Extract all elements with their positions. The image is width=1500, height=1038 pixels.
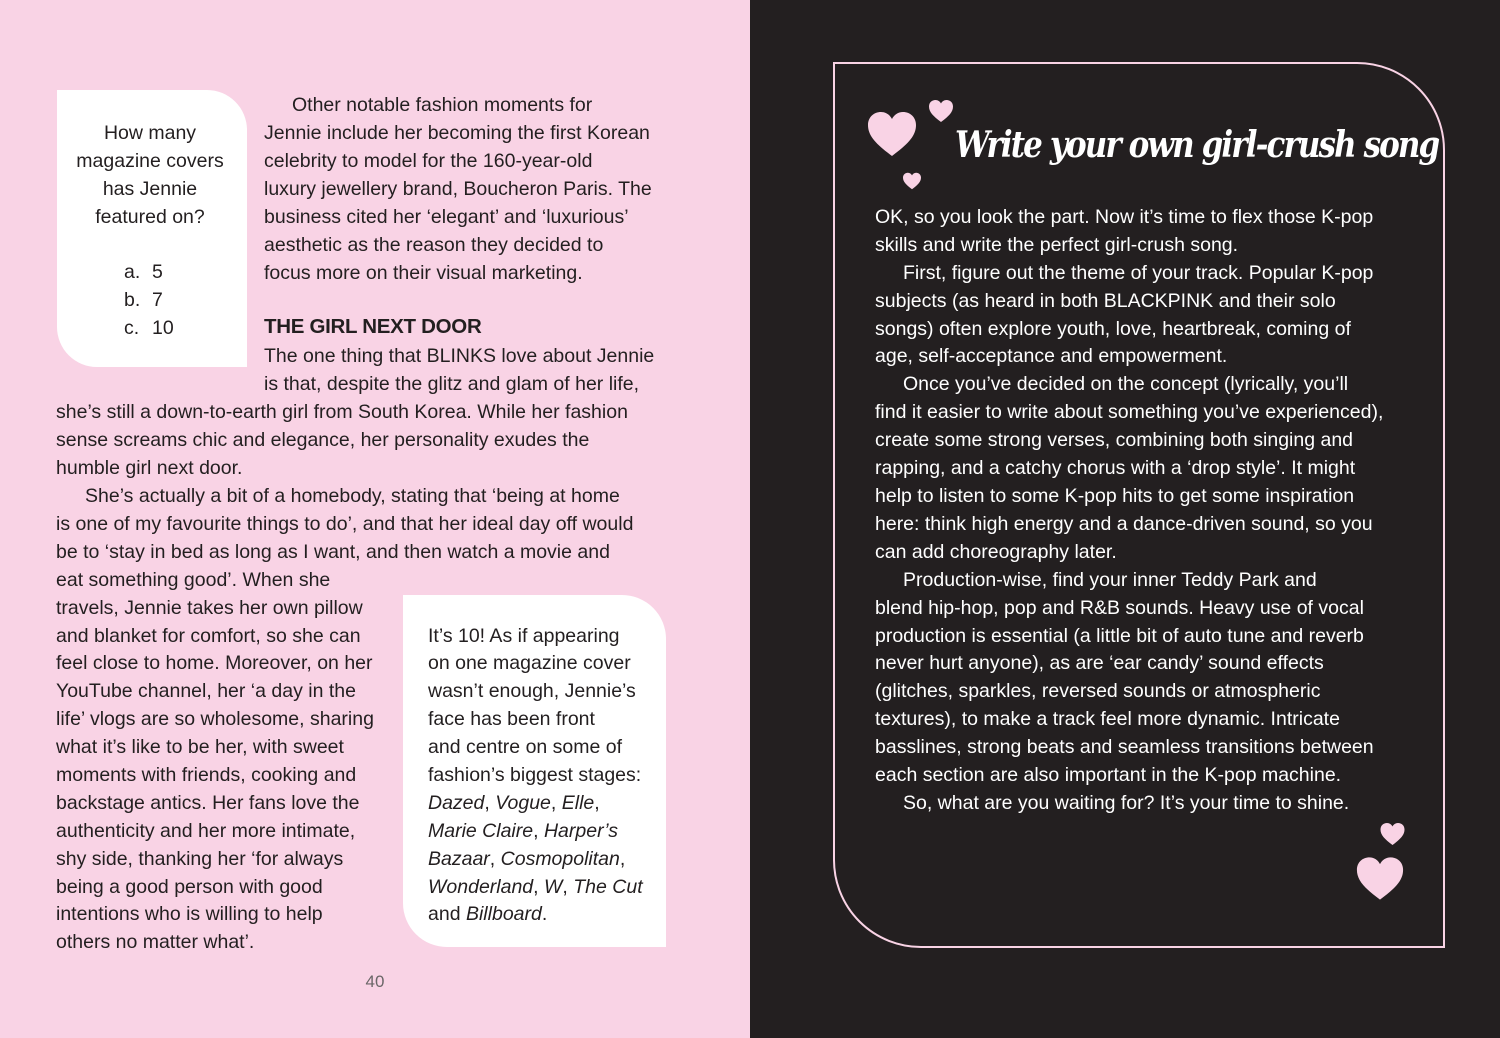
body-line: sense screams chic and elegance, her personality exudes the (56, 429, 590, 451)
body-line: she’s still a down-to-earth girl from South Korea. While her fashion (56, 401, 628, 423)
answer-magazines-line: Wonderland, W, The Cut (428, 876, 643, 898)
quiz-question-line: has Jennie (102, 178, 198, 200)
section-heading: THE GIRL NEXT DOOR (264, 315, 482, 338)
quiz-question-line: How many (103, 122, 197, 144)
body-line: The one thing that BLINKS love about Jennie (264, 345, 655, 367)
page-number: 40 (365, 972, 385, 991)
right-body-line: So, what are you waiting for? It’s your time to shine. (903, 792, 1350, 814)
magazine-title: Vogue (495, 792, 551, 814)
right-body-line: Once you’ve decided on the concept (lyrically, you’ll (903, 373, 1349, 395)
body-line: intentions who is willing to help (56, 903, 323, 925)
right-body-line: production is essential (a little bit of auto tune and reverb (875, 625, 1364, 647)
body-line: She’s actually a bit of a homebody, stating that ‘being at home (85, 485, 620, 507)
right-body-line: help to listen to some K-pop hits to get some inspiration (875, 485, 1355, 507)
right-body-line: each section are also important in the K-pop machine. (875, 764, 1342, 786)
right-body-line: blend hip-hop, pop and R&B sounds. Heavy use of vocal (875, 597, 1364, 619)
answer-magazines-line: Bazaar, Cosmopolitan, (428, 848, 626, 870)
quiz-option-value: 10 (152, 317, 174, 339)
intro-line: focus more on their visual marketing. (264, 262, 583, 284)
intro-line: Jennie include her becoming the first Korean (264, 122, 650, 144)
body-line: is one of my favourite things to do’, and that her ideal day off would (56, 513, 634, 535)
body-line: and blanket for comfort, so she can (56, 625, 361, 647)
right-body-line: rapping, and a catchy chorus with a ‘drop style’. It might (875, 457, 1356, 479)
right-body-line: find it easier to write about something you’ve experienced), (875, 401, 1384, 423)
heart-icon (1355, 855, 1405, 902)
magazine-title: Elle (561, 792, 595, 814)
body-line: authenticity and her more intimate, (56, 820, 356, 842)
intro-line: business cited her ‘elegant’ and ‘luxurious’ (264, 206, 629, 228)
body-line: travels, Jennie takes her own pillow (56, 597, 363, 619)
quiz-option-letter: b. (124, 289, 141, 311)
body-line: moments with friends, cooking and (56, 764, 357, 786)
body-line: life’ vlogs are so wholesome, sharing (56, 708, 374, 730)
heart-icon (866, 110, 918, 158)
magazine-title: Marie Claire (428, 820, 534, 842)
body-line: being a good person with good (56, 876, 323, 898)
page-title: Write your own girl-crush song (955, 124, 1439, 166)
body-line: YouTube channel, her ‘a day in the (56, 680, 356, 702)
answer-line: It’s 10! As if appearing (428, 625, 620, 647)
right-body-line: can add choreography later. (875, 541, 1117, 563)
answer-magazines-line: Marie Claire, Harper’s (428, 820, 619, 842)
quiz-question-line: magazine covers (76, 150, 224, 172)
quiz-option-letter: c. (124, 317, 140, 339)
body-line: be to ‘stay in bed as long as I want, and then watch a movie and (56, 541, 610, 563)
right-body-line: skills and write the perfect girl-crush song. (875, 234, 1239, 256)
heart-icon (928, 98, 954, 124)
right-body-line: basslines, strong beats and seamless transitions between (875, 736, 1374, 758)
answer-magazines-line: Dazed, Vogue, Elle, (428, 792, 600, 814)
intro-line: aesthetic as the reason they decided to (264, 234, 604, 256)
right-body-line: subjects (as heard in both BLACKPINK and their solo (875, 290, 1336, 312)
magazine-title: Cosmopolitan (500, 848, 620, 870)
heart-icon (1379, 822, 1406, 846)
right-body-line: here: think high energy and a dance-driven sound, so you (875, 513, 1373, 535)
quiz-option-value: 7 (152, 289, 163, 311)
answer-line: and centre on some of (428, 736, 623, 758)
right-body-line: create some strong verses, combining both singing and (875, 429, 1354, 451)
magazine-title: Harper’s (543, 820, 619, 842)
magazine-title: W (544, 876, 563, 898)
quiz-option-value: 5 (152, 261, 163, 283)
body-line: humble girl next door. (56, 457, 243, 479)
magazine-title: Dazed (428, 792, 485, 814)
body-line: backstage antics. Her fans love the (56, 792, 360, 814)
answer-line: wasn’t enough, Jennie’s (428, 680, 636, 702)
right-body-line: OK, so you look the part. Now it’s time to flex those K-pop (875, 206, 1374, 228)
and-word: and (428, 903, 461, 925)
heart-icon (902, 172, 922, 190)
answer-line: on one magazine cover (428, 652, 631, 674)
right-body-line: textures), to make a track feel more dynamic. Intricate (875, 708, 1340, 730)
body-line: others no matter what’. (56, 931, 255, 953)
body-line: is that, despite the glitz and glam of her life, (264, 373, 640, 395)
intro-line: Other notable fashion moments for (292, 94, 593, 116)
body-line: feel close to home. Moreover, on her (56, 652, 373, 674)
right-body-line: First, figure out the theme of your track. Popular K-pop (903, 262, 1374, 284)
right-body-line: songs) often explore youth, love, heartbreak, coming of (875, 318, 1351, 340)
magazine-title: Wonderland (428, 876, 534, 898)
magazine-title: The Cut (573, 876, 643, 898)
right-body-line: age, self-acceptance and empowerment. (875, 345, 1228, 367)
quiz-question-line: featured on? (95, 206, 205, 228)
intro-line: luxury jewellery brand, Boucheron Paris. The (264, 178, 652, 200)
right-body-line: (glitches, sparkles, reversed sounds or atmospheric (875, 680, 1321, 702)
right-body-line: never hurt anyone), as are ‘ear candy’ sound effects (875, 652, 1324, 674)
right-body-line: Production-wise, find your inner Teddy Park and (903, 569, 1317, 591)
quiz-option-letter: a. (124, 261, 141, 283)
answer-magazines-line: and Billboard. (428, 903, 548, 925)
magazine-title: Billboard (465, 903, 542, 925)
intro-line: celebrity to model for the 160-year-old (264, 150, 593, 172)
body-line: eat something good’. When she (56, 569, 331, 591)
answer-line: face has been front (428, 708, 595, 730)
magazine-title: Bazaar (428, 848, 490, 870)
answer-line: fashion’s biggest stages: (428, 764, 642, 786)
body-line: shy side, thanking her ‘for always (56, 848, 344, 870)
body-line: what it’s like to be her, with sweet (56, 736, 344, 758)
